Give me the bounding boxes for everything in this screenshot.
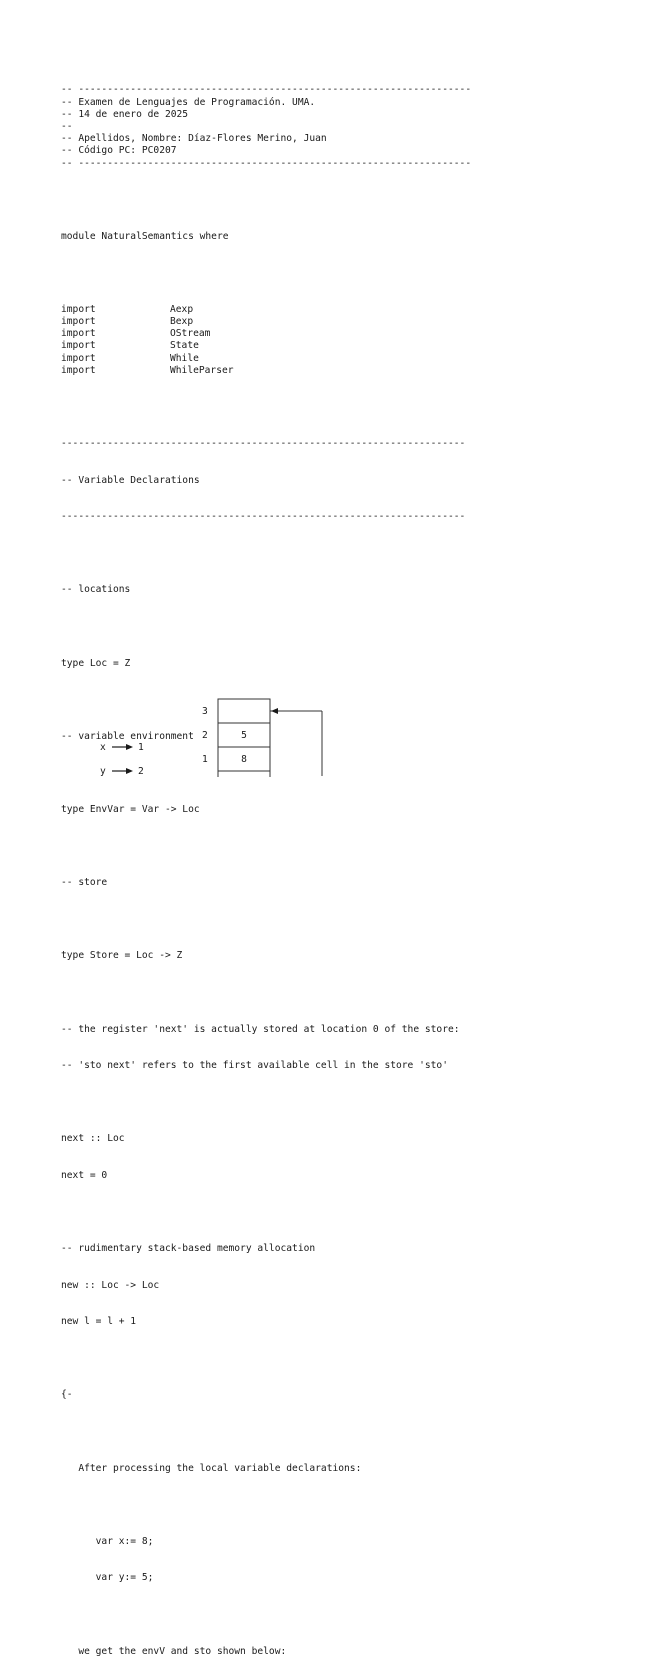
import-module-name: OStream	[170, 328, 211, 340]
env-location-value: 2	[138, 766, 144, 777]
import-module-name: WhileParser	[170, 364, 234, 376]
comment-locations: -- locations	[61, 584, 131, 596]
section-rule-top: ----------------------------------------------------------------------	[61, 438, 466, 450]
env-variable-name: y	[100, 766, 106, 777]
var-x-declaration: var x:= 8;	[61, 1535, 154, 1547]
header-comment-line: --	[61, 120, 73, 132]
after-processing-text: After processing the local variable declarations:	[61, 1462, 362, 1474]
comment-variable-environment: -- variable environment	[61, 730, 194, 742]
store-location-label: 1	[202, 754, 208, 765]
store-cell	[218, 699, 270, 723]
import-keyword: import	[61, 303, 96, 315]
import-keyword: import	[61, 352, 96, 364]
env-arrowhead	[126, 744, 133, 750]
var-y-declaration: var y:= 5;	[61, 1572, 154, 1584]
env-variable-name: x	[100, 742, 106, 753]
header-comment-line: -- Examen de Lenguajes de Programación. UMA.	[61, 96, 316, 108]
type-envvar: type EnvVar = Var -> Loc	[61, 803, 200, 815]
new-definition: new l = l + 1	[61, 1316, 137, 1328]
store-cell-value: 8	[241, 754, 247, 765]
comment-next-register: -- the register 'next' is actually stored at location 0 of the store:	[61, 1023, 460, 1035]
we-get-text: we get the envV and sto shown below:	[61, 1645, 287, 1657]
next-signature: next :: Loc	[61, 1133, 125, 1145]
section-title: -- Variable Declarations	[61, 474, 200, 486]
import-module-name: While	[170, 352, 199, 364]
header-comment-line: -- Apellidos, Nombre: Díaz-Flores Merino, Juan	[61, 133, 327, 145]
env-location-value: 1	[138, 742, 144, 753]
module-declaration: module NaturalSemantics where	[61, 230, 229, 242]
next-definition: next = 0	[61, 1169, 108, 1181]
environment-diagram	[100, 742, 144, 777]
store-location-label: 3	[202, 706, 208, 717]
new-signature: new :: Loc -> Loc	[61, 1279, 160, 1291]
import-keyword: import	[61, 340, 96, 352]
store-diagram	[202, 699, 270, 777]
header-comment-line: -- --------------------------------------------------------------------	[61, 157, 472, 169]
comment-store: -- store	[61, 877, 108, 889]
store-cell-value: 5	[241, 730, 247, 741]
type-store: type Store = Loc -> Z	[61, 950, 183, 962]
type-loc: type Loc = Z	[61, 657, 131, 669]
comment-next-meaning: -- 'sto next' refers to the first available cell in the store 'sto'	[61, 1060, 448, 1072]
next-pointer-arrowhead	[271, 708, 278, 714]
import-keyword: import	[61, 364, 96, 376]
header-comment-line: -- --------------------------------------------------------------------	[61, 84, 472, 96]
import-module-name: Aexp	[170, 303, 194, 315]
block-comment-open: {-	[61, 1389, 73, 1401]
header-comment-line: -- Código PC: PC0207	[61, 145, 177, 157]
import-module-name: Bexp	[170, 316, 194, 328]
env-arrowhead	[126, 768, 133, 774]
section-rule-bottom: ----------------------------------------------------------------------	[61, 511, 466, 523]
header-comment-line: -- 14 de enero de 2025	[61, 108, 189, 120]
comment-allocation: -- rudimentary stack-based memory allocation	[61, 1243, 316, 1255]
store-location-label: 2	[202, 730, 208, 741]
import-keyword: import	[61, 316, 96, 328]
import-keyword: import	[61, 328, 96, 340]
import-module-name: State	[170, 340, 199, 352]
